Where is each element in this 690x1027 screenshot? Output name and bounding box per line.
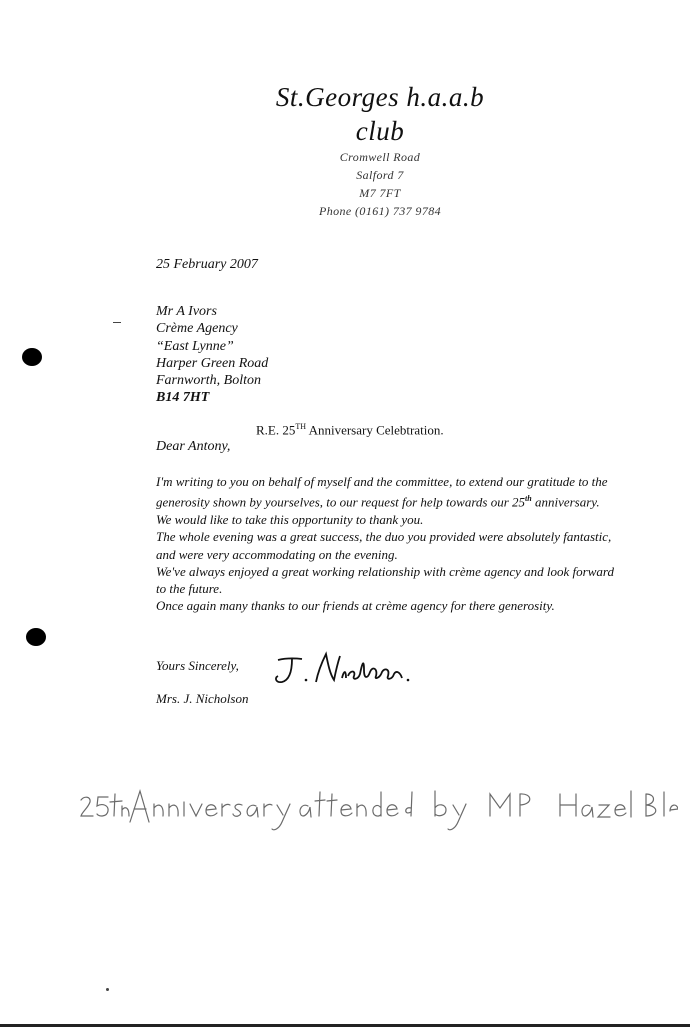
handwritten-signature (272, 650, 422, 690)
signatory-name: Mrs. J. Nicholson (156, 691, 249, 706)
recipient-postcode: B14 7HT (156, 390, 210, 406)
punch-hole (26, 628, 46, 646)
body-superscript: th (525, 494, 532, 504)
recipient-town: Farnworth, Bolton (156, 373, 262, 389)
body-paragraph: The whole evening was a great success, the duo you provided were absolutely fantastic, and were very accommodating on the evening. (156, 529, 612, 562)
handwritten-pencil-note (78, 786, 678, 836)
body-paragraph: Once again many thanks to our friends at crème agency for there generosity. (156, 598, 555, 614)
address-line: Cromwell Road (339, 150, 421, 164)
subject-superscript: TH (295, 422, 307, 431)
letter-body (156, 473, 616, 615)
body-text: I'm writing to you on behalf of myself and the committee, to extend our gratitude to the generosity shown by yourselves, to our request for help towards our 25 (156, 474, 608, 510)
punch-hole (22, 348, 42, 366)
body-text: anniversary. (531, 494, 600, 510)
subject-suffix: Anniversary Celebtration. (306, 422, 444, 438)
subject-prefix: R.E. 25 (256, 422, 296, 438)
scan-speck (113, 322, 121, 323)
recipient-house: “East Lynne” (156, 338, 234, 354)
subject-line (256, 422, 444, 438)
address-line: Salford 7 (356, 168, 404, 182)
body-paragraph: We would like to take this opportunity to thank you. (156, 511, 424, 527)
recipient-company: Crème Agency (156, 321, 238, 337)
club-name: St.Georges h.a.a.b club (275, 82, 485, 146)
recipient-address (156, 303, 268, 407)
letterhead (250, 80, 510, 220)
body-paragraph: We've always enjoyed a great working relationship with crème agency and look forward to the future. (156, 563, 614, 597)
closing: Yours Sincerely, (156, 658, 239, 673)
salutation: Dear Antony, (156, 439, 231, 454)
letter-date: 25 February 2007 (156, 257, 258, 272)
recipient-name: Mr A Ivors (156, 304, 217, 319)
address-line: M7 7FT (359, 186, 401, 200)
body-paragraph (156, 473, 616, 511)
scan-speck (106, 988, 109, 991)
recipient-street: Harper Green Road (156, 355, 269, 371)
address-line: Phone (0161) 737 9784 (318, 204, 442, 218)
